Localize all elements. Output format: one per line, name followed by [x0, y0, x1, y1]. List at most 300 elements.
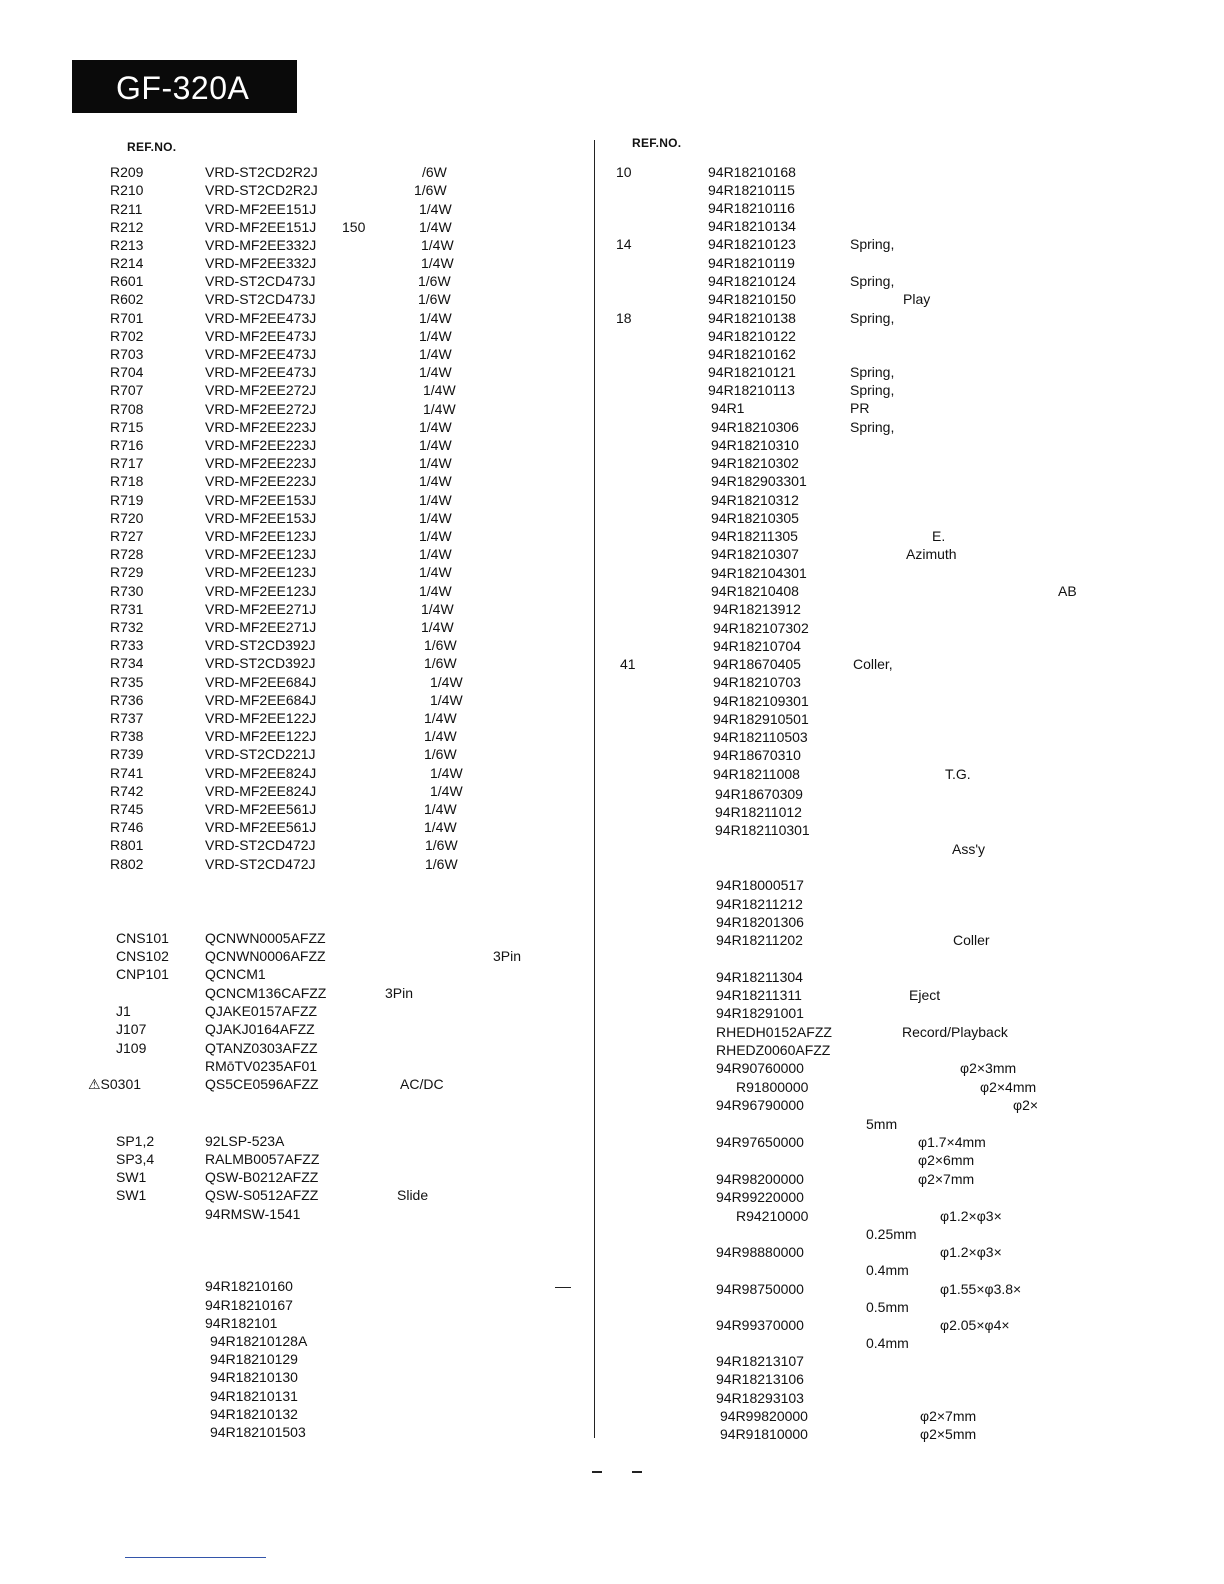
- part-no: 94R18670309: [715, 786, 803, 802]
- description: φ2×5mm: [920, 1426, 977, 1442]
- wattage: 1/4W: [419, 437, 452, 453]
- part-no: VRD-MF2EE824J: [205, 765, 317, 781]
- ref-no: CNS101: [116, 930, 169, 946]
- part-no: VRD-MF2EE272J: [205, 382, 317, 398]
- table-row: [0, 1425, 1224, 1443]
- ref-no: SW1: [116, 1187, 147, 1203]
- table-row: [0, 582, 1224, 600]
- description: 5mm: [866, 1116, 898, 1132]
- bottom-rule: [125, 1557, 266, 1558]
- description: Coller,: [853, 656, 893, 672]
- part-no: 94R18210131: [210, 1388, 298, 1404]
- part-no: VRD-MF2EE272J: [205, 401, 317, 417]
- part-no: 94R18210116: [708, 200, 795, 216]
- ref-no: 41: [620, 656, 636, 672]
- wattage: 1/4W: [419, 219, 452, 235]
- wattage: 1/4W: [419, 310, 452, 326]
- table-row: [0, 235, 1224, 253]
- description: PR: [850, 400, 870, 416]
- table-row: [0, 181, 1224, 199]
- table-row: [0, 1207, 1224, 1225]
- part-no: QSW-B0212AFZZ: [205, 1169, 319, 1185]
- table-row: [0, 803, 1224, 821]
- part-no: VRD-MF2EE684J: [205, 692, 317, 708]
- ref-no: R745: [110, 801, 144, 817]
- part-no: 94R18211311: [716, 987, 802, 1003]
- part-no: VRD-ST2CD473J: [205, 291, 316, 307]
- ref-no: R734: [110, 655, 144, 671]
- part-no: VRD-MF2EE122J: [205, 728, 317, 744]
- part-no: 94R99370000: [716, 1317, 804, 1333]
- wattage: 1/4W: [419, 201, 452, 217]
- ref-no: R735: [110, 674, 144, 690]
- part-no: VRD-MF2EE473J: [205, 310, 317, 326]
- wattage: 1/4W: [421, 619, 454, 635]
- wattage: 1/4W: [421, 237, 454, 253]
- part-no: 94R18210704: [713, 638, 801, 654]
- part-no: 94R182110301: [715, 822, 810, 838]
- table-row: [0, 309, 1224, 327]
- part-no: 94R18211202: [716, 932, 803, 948]
- pin-count: 3Pin: [493, 948, 522, 964]
- part-no: 94R98750000: [716, 1281, 804, 1297]
- part-no: VRD-ST2CD221J: [205, 746, 316, 762]
- ref-no: R601: [110, 273, 144, 289]
- wattage: 1/6W: [424, 746, 457, 762]
- description-suffix: AB: [1058, 583, 1077, 599]
- wattage: 1/4W: [430, 692, 463, 708]
- part-no: 94R18211008: [713, 766, 800, 782]
- page-number-dash-right: [632, 1471, 642, 1473]
- part-no: 94R18210312: [711, 492, 799, 508]
- part-no: VRD-MF2EE151J: [205, 219, 317, 235]
- wattage: 1/4W: [423, 401, 456, 417]
- table-row: [0, 1316, 1224, 1334]
- part-no: QSW-S0512AFZZ: [205, 1187, 319, 1203]
- ref-no: SW1: [116, 1169, 147, 1185]
- description: Ass'y: [952, 841, 986, 857]
- ref-no: R718: [110, 473, 144, 489]
- wattage: 1/6W: [424, 637, 457, 653]
- table-row: [0, 710, 1224, 728]
- part-no: 94R98200000: [716, 1171, 804, 1187]
- part-no: 92LSP-523A: [205, 1133, 285, 1149]
- table-row: [0, 931, 1224, 949]
- table-row: [0, 1407, 1224, 1425]
- ref-no: R720: [110, 510, 144, 526]
- description: Eject: [909, 987, 941, 1003]
- table-row: [0, 254, 1224, 272]
- part-no: VRD-ST2CD2R2J: [205, 182, 318, 198]
- table-row: [0, 1133, 1224, 1151]
- wattage: 1/4W: [430, 783, 463, 799]
- wattage: 1/4W: [423, 382, 456, 398]
- table-row: [0, 1041, 1224, 1059]
- part-no: RMōTV0235AF01: [205, 1058, 318, 1074]
- right-ref-no-header: REF.NO.: [632, 136, 682, 150]
- part-no: 94R18201306: [716, 914, 804, 930]
- part-no: 94R18210138: [708, 310, 796, 326]
- part-no: 94R90760000: [716, 1060, 804, 1076]
- table-row: [0, 913, 1224, 931]
- description: φ2×4mm: [980, 1079, 1037, 1095]
- part-no: VRD-MF2EE561J: [205, 819, 317, 835]
- table-row: [0, 1115, 1224, 1133]
- part-no: 94R18210302: [711, 455, 799, 471]
- ref-no: R729: [110, 564, 144, 580]
- description: Spring,: [850, 273, 895, 289]
- table-row: [0, 619, 1224, 637]
- table-row: [0, 1004, 1224, 1022]
- ref-no: R212: [110, 219, 144, 235]
- wattage: 1/4W: [421, 255, 454, 271]
- wattage: 1/4W: [419, 364, 452, 380]
- part-no: 94R18293103: [716, 1390, 804, 1406]
- part-no: 94R18210123: [708, 236, 796, 252]
- description: AC/DC: [400, 1076, 444, 1092]
- part-no: 94R18210129: [210, 1351, 298, 1367]
- table-row: [0, 692, 1224, 710]
- part-no: QS5CE0596AFZZ: [205, 1076, 319, 1092]
- part-no: 94R18211212: [716, 896, 803, 912]
- part-no: VRD-MF2EE473J: [205, 328, 317, 344]
- part-no: RALMB0057AFZZ: [205, 1151, 320, 1167]
- part-no: QJAKJ0164AFZZ: [205, 1021, 315, 1037]
- part-no: VRD-MF2EE561J: [205, 801, 317, 817]
- table-row: [0, 290, 1224, 308]
- value: 150: [342, 219, 366, 235]
- table-row: [0, 1188, 1224, 1206]
- table-row: [0, 399, 1224, 417]
- page-number-dash-left: [592, 1471, 602, 1473]
- wattage: 1/4W: [430, 674, 463, 690]
- part-no: 94RMSW-1541: [205, 1206, 301, 1222]
- description: T.G.: [945, 766, 971, 782]
- ref-no: R210: [110, 182, 144, 198]
- part-no: VRD-MF2EE271J: [205, 619, 317, 635]
- table-row: [0, 655, 1224, 673]
- part-no: 94R18211305: [711, 528, 798, 544]
- part-no: 94R18210115: [708, 182, 795, 198]
- table-row: [0, 947, 1224, 965]
- part-no: 94R182910501: [713, 711, 809, 727]
- ref-no: 14: [616, 236, 632, 252]
- ref-no: R728: [110, 546, 144, 562]
- wattage: 1/4W: [424, 728, 457, 744]
- ref-no: CNP101: [116, 966, 169, 982]
- table-row: [0, 472, 1224, 490]
- table-row: [0, 272, 1224, 290]
- table-row: [0, 436, 1224, 454]
- table-row: [0, 728, 1224, 746]
- wattage: 1/4W: [419, 455, 452, 471]
- part-no: 94R18210122: [708, 328, 796, 344]
- part-no: 94R182109301: [713, 693, 809, 709]
- table-row: [0, 545, 1224, 563]
- part-no: R94210000: [736, 1208, 809, 1224]
- description: Spring,: [850, 364, 895, 380]
- part-no: 94R18213106: [716, 1371, 804, 1387]
- description: φ2×: [1013, 1097, 1039, 1113]
- part-no: 94R18210150: [708, 291, 796, 307]
- ref-no: R732: [110, 619, 144, 635]
- part-no: QCNCM136CAFZZ: [205, 985, 327, 1001]
- wattage: 1/4W: [419, 510, 452, 526]
- description: φ2×6mm: [918, 1152, 975, 1168]
- table-row: [0, 637, 1224, 655]
- part-no: VRD-MF2EE151J: [205, 201, 317, 217]
- part-no: 94R18211304: [716, 969, 803, 985]
- part-no: 94R18210128A: [210, 1333, 308, 1349]
- description: φ1.2×φ3×: [940, 1244, 1002, 1260]
- part-no: RHEDZ0060AFZZ: [716, 1042, 831, 1058]
- table-row: [0, 1059, 1224, 1077]
- table-row: [0, 1352, 1224, 1370]
- table-row: [0, 1151, 1224, 1169]
- part-no: VRD-MF2EE123J: [205, 546, 317, 562]
- part-no: 94R91810000: [720, 1426, 808, 1442]
- part-no: 94R182903301: [711, 473, 807, 489]
- table-row: [0, 1023, 1224, 1041]
- wattage: 1/6W: [418, 291, 451, 307]
- part-no: QCNWN0005AFZZ: [205, 930, 326, 946]
- ref-no: R707: [110, 382, 144, 398]
- part-no: 94R18210310: [711, 437, 799, 453]
- table-row: [0, 527, 1224, 545]
- ref-no: 18: [616, 310, 632, 326]
- part-no: 94R96790000: [716, 1097, 804, 1113]
- ref-no: R737: [110, 710, 144, 726]
- ref-no: J1: [116, 1003, 131, 1019]
- table-row: [0, 1225, 1224, 1243]
- table-row: [0, 673, 1224, 691]
- table-row: [0, 418, 1224, 436]
- description: Spring,: [850, 382, 895, 398]
- ref-no: R739: [110, 746, 144, 762]
- table-row: [0, 1243, 1224, 1261]
- table-row: [0, 1096, 1224, 1114]
- ref-no: R702: [110, 328, 144, 344]
- part-no: 94R18210408: [711, 583, 799, 599]
- table-row: [0, 1261, 1224, 1279]
- part-no: VRD-MF2EE473J: [205, 346, 317, 362]
- description: φ2.05×φ4×: [940, 1317, 1010, 1333]
- part-no: 94R1: [711, 400, 745, 416]
- ref-no: R214: [110, 255, 144, 271]
- table-row: [0, 746, 1224, 764]
- ref-no: R213: [110, 237, 144, 253]
- ref-no: R802: [110, 856, 144, 872]
- description: 3Pin: [385, 985, 414, 1001]
- ref-no: R211: [110, 201, 143, 217]
- part-no: 94R98880000: [716, 1244, 804, 1260]
- part-no: VRD-MF2EE223J: [205, 455, 317, 471]
- table-row: [0, 363, 1224, 381]
- ref-no: R742: [110, 783, 144, 799]
- part-no: 94R18670405: [713, 656, 801, 672]
- part-no: 94R18670310: [713, 747, 801, 763]
- wattage: 1/6W: [425, 856, 458, 872]
- wattage: 1/4W: [419, 492, 452, 508]
- part-no: VRD-MF2EE123J: [205, 564, 317, 580]
- description: Spring,: [850, 310, 895, 326]
- part-no: VRD-MF2EE223J: [205, 473, 317, 489]
- part-no: VRD-ST2CD2R2J: [205, 164, 318, 180]
- ref-no: J109: [116, 1040, 147, 1056]
- ref-no: R746: [110, 819, 144, 835]
- ref-no: ⚠S0301: [88, 1076, 142, 1092]
- part-no: VRD-MF2EE271J: [205, 601, 317, 617]
- part-no: R91800000: [736, 1079, 809, 1095]
- part-no: 94R18210134: [708, 218, 796, 234]
- table-row: [0, 600, 1224, 618]
- table-row: [0, 968, 1224, 986]
- part-no: 94R18210132: [210, 1406, 298, 1422]
- description: Slide: [397, 1187, 429, 1203]
- ref-no: R727: [110, 528, 144, 544]
- ref-no: R738: [110, 728, 144, 744]
- part-no: VRD-ST2CD472J: [205, 856, 316, 872]
- table-row: [0, 217, 1224, 235]
- description: 0.25mm: [866, 1226, 917, 1242]
- description: φ1.7×4mm: [918, 1134, 986, 1150]
- table-row: [0, 381, 1224, 399]
- ref-no: R801: [110, 837, 144, 853]
- description: φ2×3mm: [960, 1060, 1017, 1076]
- description: E.: [932, 528, 946, 544]
- part-no: VRD-MF2EE684J: [205, 674, 317, 690]
- wattage: 1/4W: [419, 419, 452, 435]
- description: Spring,: [850, 419, 895, 435]
- part-no: 94R18210305: [711, 510, 799, 526]
- description: Azimuth: [906, 546, 957, 562]
- part-no: 94R18210162: [708, 346, 796, 362]
- ref-no: R602: [110, 291, 144, 307]
- part-no: 94R18210168: [708, 164, 796, 180]
- part-no: VRD-MF2EE122J: [205, 710, 317, 726]
- table-row: [0, 199, 1224, 217]
- table-row: [0, 986, 1224, 1004]
- part-no: 94R99820000: [720, 1408, 808, 1424]
- table-row: [0, 785, 1224, 803]
- table-row: [0, 454, 1224, 472]
- table-row: [0, 564, 1224, 582]
- description: 0.4mm: [866, 1262, 909, 1278]
- wattage: 1/6W: [425, 837, 458, 853]
- table-row: [0, 163, 1224, 181]
- description: 0.5mm: [866, 1299, 909, 1315]
- ref-no: SP3,4: [116, 1151, 155, 1167]
- part-no: VRD-MF2EE153J: [205, 492, 317, 508]
- ref-no: R731: [110, 601, 144, 617]
- part-no: VRD-MF2EE123J: [205, 583, 317, 599]
- table-row: [0, 1078, 1224, 1096]
- part-no: VRD-ST2CD472J: [205, 837, 316, 853]
- model-title-badge: GF-320A: [72, 60, 297, 113]
- part-no: VRD-MF2EE223J: [205, 419, 317, 435]
- part-no: 94R18211012: [715, 804, 802, 820]
- part-no: 94R182104301: [711, 565, 807, 581]
- part-no: VRD-MF2EE824J: [205, 783, 317, 799]
- ref-no: 10: [616, 164, 632, 180]
- description: Spring,: [850, 236, 895, 252]
- description: φ1.55×φ3.8×: [940, 1281, 1022, 1297]
- description: Play: [903, 291, 931, 307]
- part-no: 94R18210119: [708, 255, 795, 271]
- ref-no: R704: [110, 364, 144, 380]
- part-no: 94R18213107: [716, 1353, 804, 1369]
- part-no: VRD-MF2EE332J: [205, 237, 317, 253]
- description: 0.4mm: [866, 1335, 909, 1351]
- wattage: 1/4W: [424, 819, 457, 835]
- wattage: 1/4W: [424, 710, 457, 726]
- table-row: [0, 509, 1224, 527]
- ref-no: R719: [110, 492, 144, 508]
- part-no: 94R182101503: [210, 1424, 306, 1440]
- description: Coller: [953, 932, 990, 948]
- part-no: RHEDH0152AFZZ: [716, 1024, 832, 1040]
- part-no: 94R182110503: [713, 729, 808, 745]
- part-no: 94R18210124: [708, 273, 796, 289]
- part-no: 94R97650000: [716, 1134, 804, 1150]
- table-row: [0, 895, 1224, 913]
- part-no: 94R18210160: [205, 1278, 293, 1294]
- wattage: 1/6W: [424, 655, 457, 671]
- ref-no: R703: [110, 346, 144, 362]
- wattage: 1/4W: [419, 564, 452, 580]
- wattage: 1/4W: [419, 583, 452, 599]
- part-no: 94R99220000: [716, 1189, 804, 1205]
- wattage: 1/4W: [430, 765, 463, 781]
- table-row: [0, 876, 1224, 894]
- part-no: QJAKE0157AFZZ: [205, 1003, 318, 1019]
- table-row: [0, 1370, 1224, 1388]
- ref-no: R209: [110, 164, 144, 180]
- part-no: 94R18210703: [713, 674, 801, 690]
- table-row: [0, 840, 1224, 858]
- part-no: QCNWN0006AFZZ: [205, 948, 326, 964]
- wattage: /6W: [422, 164, 447, 180]
- part-no: VRD-ST2CD392J: [205, 655, 316, 671]
- part-no: 94R18210306: [711, 419, 799, 435]
- table-row: [0, 765, 1224, 783]
- ref-no: CNS102: [116, 948, 169, 964]
- table-row: [0, 345, 1224, 363]
- description: φ1.2×φ3×: [940, 1208, 1002, 1224]
- ref-no: R715: [110, 419, 144, 435]
- ref-no: R730: [110, 583, 144, 599]
- ref-no: R733: [110, 637, 144, 653]
- part-no: 94R18210130: [210, 1369, 298, 1385]
- left-ref-no-header: REF.NO.: [127, 140, 177, 154]
- ref-no: R701: [110, 310, 144, 326]
- part-no: VRD-ST2CD392J: [205, 637, 316, 653]
- table-row: [0, 1334, 1224, 1352]
- table-row: [0, 821, 1224, 839]
- wattage: 1/4W: [419, 528, 452, 544]
- ref-no: J107: [116, 1021, 147, 1037]
- part-no: 94R18210167: [205, 1297, 293, 1313]
- wattage: 1/4W: [421, 601, 454, 617]
- wattage: 1/4W: [419, 546, 452, 562]
- part-no: QTANZ0303AFZZ: [205, 1040, 318, 1056]
- part-no: VRD-MF2EE332J: [205, 255, 317, 271]
- part-no: VRD-ST2CD473J: [205, 273, 316, 289]
- part-no: 94R18000517: [716, 877, 804, 893]
- table-row: [0, 327, 1224, 345]
- ref-no: SP1,2: [116, 1133, 155, 1149]
- description: φ2×7mm: [920, 1408, 977, 1424]
